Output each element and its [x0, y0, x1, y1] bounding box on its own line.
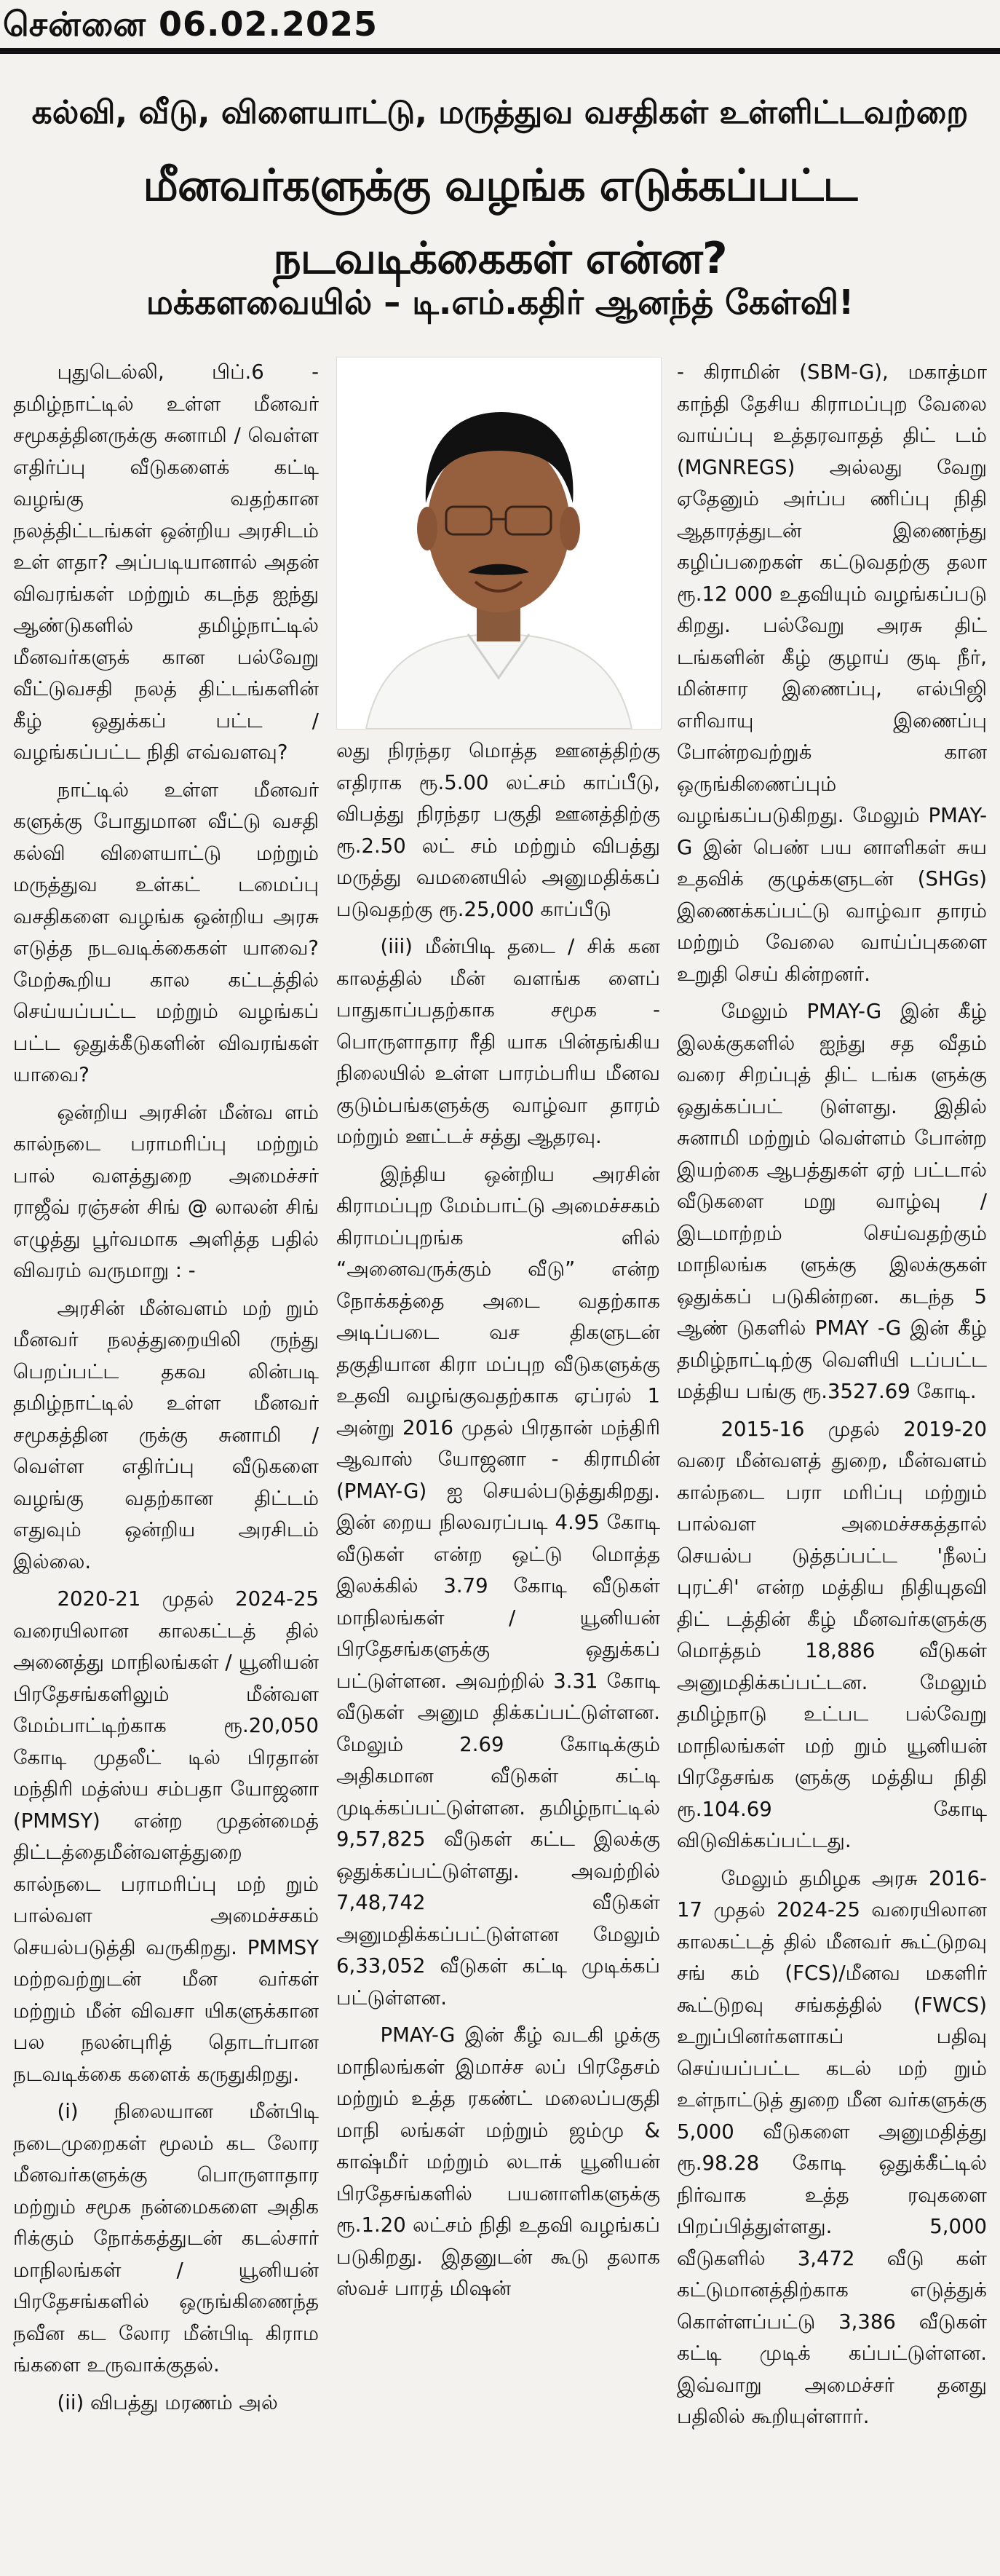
subhead: மக்களவையில் – டி.எம்.கதிர் ஆனந்த் கேள்வி!	[146, 283, 854, 322]
paragraph: - கிராமின் (SBM-G), மகாத்மா காந்தி தேசிய கிராமப்புற வேலை வாய்ப்பு உத்தரவாதத் திட் டம் (MGNREGS) அல்லது வேறு ஏதேனும் அர்ப்ப ணிப்பு நிதி ஆதாரத்துடன் இணைந்து கழிப்பறைகள் கட்டுவதற்கு தலா ரூ.12 000 உதவியும் வழங்கப்படு கிறது. பல்வேறு அரசு திட் டங்களின் கீழ் குழாய் குடி நீர், மின்சார இணைப்பு, எல்பிஜி எரிவாயு இணைப்பு போன்றவற்றுக் கான ஒருங்கிணைப்பும் வழங்கப்படுகிறது. மேலும் PMAY-G இன் பெண் பய னாளிகள் சுய உதவிக் குழுக்களுடன் (SHGs) இணைக்கப்பட்டு வாழ்வா தாரம் மற்றும் வேலை வாய்ப்புகளை உறுதி செய் கின்றனர்.	[677, 360, 987, 986]
paragraph: ஒன்றிய அரசின் மீன்வ ளம் கால்நடை பராமரிப்பு மற்றும் பால் வளத்துறை அமைச்சர் ராஜீவ் ரஞ்சன் சிங் @ லாலன் சிங் எழுத்து பூர்வமாக அளித்த பதில் விவரம் வருமாறு : -	[13, 1100, 319, 1282]
column-3	[677, 357, 987, 2570]
paragraph: (ii) விபத்து மரணம் அல்	[57, 2390, 278, 2414]
paragraph: PMAY-G இன் கீழ் வடகி ழக்கு மாநிலங்கள் இமாச்ச லப் பிரதேசம் மற்றும் உத்த ரகண்ட் மலைப்பகுதி மாநி லங்கள் மற்றும் ஜம்மு & காஷ்மீர் மற்றும் லடாக் யூனியன் பிரதேசங்களில் பயனாளிகளுக்கு ரூ.1.20 லட்சம் நிதி உதவி வழங்கப் படுகிறது. இதனுடன் கூடு தலாக ஸ்வச் பாரத் மிஷன்	[336, 2023, 660, 2300]
kicker-line: கல்வி, வீடு, விளையாட்டு, மருத்துவ வசதிகள் உள்ளிட்டவற்றை	[31, 94, 969, 131]
paragraph: (i) நிலையான மீன்பிடி நடைமுறைகள் மூலம் கட லோர மீனவர்களுக்கு பொருளாதார மற்றும் சமூக நன்மைகளை அதிக ரிக்கும் நோக்கத்துடன் கடல்சார் மாநிலங்கள் / யூனியன் பிரதேசங்களில் ஒருங்கிணைந்த நவீன கட லோர மீன்பிடி கிராம ங்களை உருவாக்குதல்.	[13, 2100, 319, 2377]
paragraph: (iii) மீன்பிடி தடை / சிக் கன காலத்தில் மீன் வளங்க ளைப் பாதுகாப்பதற்காக சமூக - பொருளாதார ரீதி யாக பின்தங்கிய நிலையில் உள்ள பாரம்பரிய மீனவ குடும்பங்களுக்கு வாழ்வா தாரம் மற்றும் ஊட்டச் சத்து ஆதரவு.	[336, 935, 660, 1148]
paragraph: இந்திய ஒன்றிய அரசின் கிராமப்புற மேம்பாட்டு அமைச்சகம் கிராமப்புறங்க ளில் “அனைவருக்கும் வீடு” என்ற நோக்கத்தை அடை வதற்காக அடிப்படை வச திகளுடன் தகுதியான கிரா மப்புற வீடுகளுக்கு உதவி வழங்குவதற்காக ஏப்ரல் 1 அன்று 2016 முதல் பிரதான் மந்திரி ஆவாஸ் யோஜனா - கிராமின் (PMAY-G) ஐ செயல்படுத்துகிறது. இன் றைய நிலவரப்படி 4.95 கோடி வீடுகள் என்ற ஒட்டு மொத்த இலக்கில் 3.79 கோடி வீடுகள் மாநிலங்கள் / யூனியன் பிரதேசங்களுக்கு ஒதுக்கப் பட்டுள்ளன. அவற்றில் 3.31 கோடி வீடுகள் அனும திக்கப்பட்டுள்ளன. மேலும் 2.69 கோடிக்கும் அதிகமான வீடுகள் கட்டி முடிக்கப்பட்டுள்ளன. தமிழ்நாட்டில் 9,57,825 வீடுகள் கட்ட இலக்கு ஒதுக்கப்பட்டுள்ளது. அவற்றில் 7,48,742 வீடுகள் அனுமதிக்கப்பட்டுள்ளன மேலும் 6,33,052 வீடுகள் கட்டி முடிக்கப் பட்டுள்ளன.	[336, 1162, 660, 2010]
paragraph: 2015-16 முதல் 2019-20 வரை மீன்வளத் துறை, மீன்வளம் கால்நடை பரா மரிப்பு மற்றும் பால்வள அமைச்சகத்தால் செயல்ப டுத்தப்பட்ட 'நீலப் புரட்சி' என்ற மத்திய நிதியுதவி திட் டத்தின் கீழ் மீனவர்களுக்கு மொத்தம் 18,886 வீடுகள் அனுமதிக்கப்பட்டன. மேலும் தமிழ்நாடு உட்பட பல்வேறு மாநிலங்கள் மற் றும் யூனியன் பிரதேசங்க ளுக்கு மத்திய நிதி ரூ.104.69 கோடி விடுவிக்கப்பட்டது.	[677, 1417, 987, 1852]
column-2	[336, 735, 660, 2570]
portrait-photo	[336, 357, 662, 730]
headline: மீனவர்களுக்கு வழங்க எடுக்கப்பட்ட நடவடிக்கைகள் என்ன?	[143, 160, 857, 284]
portrait-illustration	[337, 357, 661, 729]
paragraph: அரசின் மீன்வளம் மற் றும் மீனவர் நலத்துறையிலி ருந்து பெறப்பட்ட தகவ லின்படி தமிழ்நாட்டில் உள்ள மீனவர் சமூகத்தின ருக்கு சுனாமி / வெள்ள எதிர்ப்பு வீடுகளை வழங்கு வதற்கான திட்டம் எதுவும் ஒன்றிய அரசிடம் இல்லை.	[13, 1296, 319, 1573]
paragraph: மேலும் PMAY-G இன் கீழ் இலக்குகளில் ஐந்து சத வீதம் வரை சிறப்புத் திட் டங்க ளுக்கு ஒதுக்கப்பட் டுள்ளது. இதில் சுனாமி மற்றும் வெள்ளம் போன்ற இயற்கை ஆபத்துகள் ஏற் பட்டால் வீடுகளை மறு வாழ்வு / இடமாற்றம் செய்வதற்கும் மாநிலங்க ளுக்கு இலக்குகள் ஒதுக்கப் படுகின்றன. கடந்த 5 ஆண் டுகளில் PMAY -G இன் கீழ் தமிழ்நாட்டிற்கு வெளியி டப்பட்ட மத்திய பங்கு ரூ.3527.69 கோடி.	[677, 1000, 987, 1403]
column-1	[13, 357, 319, 2570]
paragraph: 2020-21 முதல் 2024-25 வரையிலான காலகட்டத் தில் அனைத்து மாநிலங்கள் / யூனியன் பிரதேசங்களிலும் மீன்வள மேம்பாட்டிற்காக ரூ.20,050 கோடி முதலீட் டில் பிரதான் மந்திரி மத்ஸ்ய சம்பதா யோஜனா (PMMSY) என்ற முதன்மைத் திட்டத்தைமீன்வளத்துறை கால்நடை பராமரிப்பு மற் றும் பால்வள அமைச்சகம் செயல்படுத்தி வருகிறது. PMMSY மற்றவற்றுடன் மீன வர்கள் மற்றும் மீன் விவசா யிகளுக்கான பல நலன்புரித் தொடர்பான நடவடிக்கை களைக் கருதுகிறது.	[13, 1587, 319, 2086]
header-rule	[0, 48, 1000, 54]
dateline: சென்னை 06.02.2025	[3, 4, 378, 44]
paragraph: புதுடெல்லி, பிப்.6 - தமிழ்நாட்டில் உள்ள மீனவர் சமூகத்தினருக்கு சுனாமி / வெள்ள எதிர்ப்பு வீடுகளைக் கட்டி வழங்கு வதற்கான நலத்திட்டங்கள் ஒன்றிய அரசிடம் உள் ளதா? அப்படியானால் அதன் விவரங்கள் மற்றும் கடந்த ஐந்து ஆண்டுகளில் தமிழ்நாட்டில் மீனவர்களுக் கான பல்வேறு வீட்டுவசதி நலத் திட்டங்களின் கீழ் ஒதுக்கப் பட்ட / வழங்கப்பட்ட நிதி எவ்வளவு?	[13, 360, 319, 764]
paragraph: மேலும் தமிழக அரசு 2016-17 முதல் 2024-25 வரையிலான காலகட்டத் தில் மீனவர் கூட்டுறவு சங் கம் (FCS)/மீனவ மகளிர் கூட்டுறவு சங்கத்தில் (FWCS) உறுப்பினர்களாகப் பதிவு செய்யப்பட்ட கடல் மற் றும் உள்நாட்டுத் துறை மீன வர்களுக்கு 5,000 வீடுகளை அனுமதித்து ரூ.98.28 கோடி ஒதுக்கீட்டில் நிர்வாக உத்த ரவுகளை பிறப்பித்துள்ளது. 5,000 வீடுகளில் 3,472 வீடு கள் கட்டுமானத்திற்காக எடுத்துக் கொள்ளப்பட்டு 3,386 வீடுகள் கட்டி முடிக் கப்பட்டுள்ளன. இவ்வாறு அமைச்சர் தனது பதிலில் கூறியுள்ளார்.	[677, 1866, 987, 2428]
paragraph: நாட்டில் உள்ள மீனவர் களுக்கு போதுமான வீட்டு வசதி கல்வி விளையாட்டு மற்றும் மருத்துவ உள்கட் டமைப்பு வசதிகளை வழங்க ஒன்றிய அரசு எடுத்த நடவடிக்கைகள் யாவை? மேற்கூறிய கால கட்டத்தில் செய்யப்பட்ட மற்றும் வழங்கப் பட்ட ஒதுக்கீடுகளின் விவரங்கள் யாவை?	[13, 778, 319, 1086]
paragraph: லது நிரந்தர மொத்த ஊனத்திற்கு எதிராக ரூ.5.00 லட்சம் காப்பீடு, விபத்து நிரந்தர பகுதி ஊனத்திற்கு ரூ.2.50 லட் சம் மற்றும் விபத்து மருத்து வமனையில் அனுமதிக்கப் படுவதற்கு ரூ.25,000 காப்பீடு	[336, 739, 660, 921]
